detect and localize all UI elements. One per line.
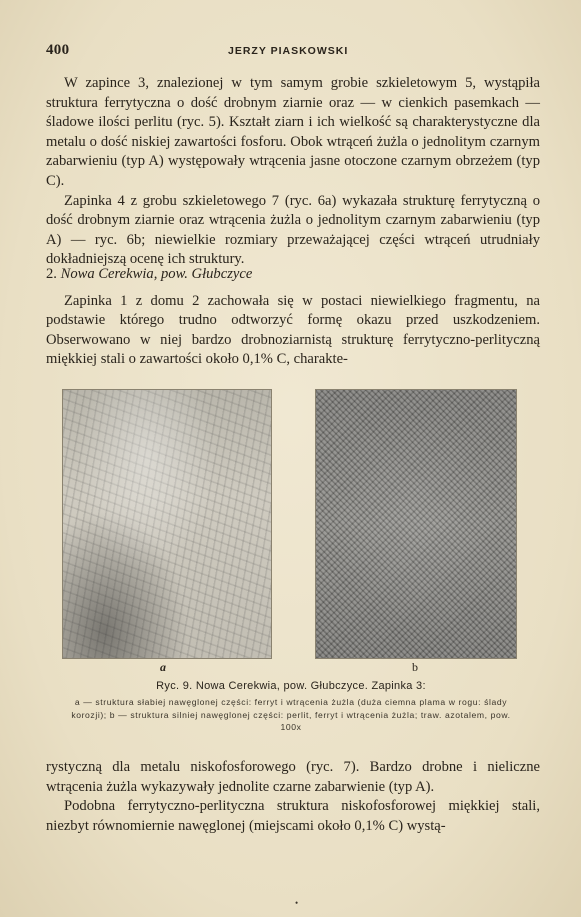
paragraph: Zapinka 1 z domu 2 zachowała się w postaci niewielkiego fragmentu, na podstawie którego trudno odtworzyć formę okazu przed uszkodzeniem. Obserwowano w niej bardzo drobnoziarnistą strukturę ferrytyczno-perlityczną miękkiej stali o zawartości około 0,1% C, charakte- [46,292,540,368]
micrograph-a [62,389,272,659]
micrograph-b [315,389,517,659]
body-text-top [46,74,540,270]
figure-label-a: a [160,660,166,674]
paragraph: W zapince 3, znalezionej w tym samym grobie szkieletowym 5, wystąpiła struktura ferrytyczna o dość drobnym ziarnie oraz — w cienkich pasemkach — śladowe ilości perlitu (ryc. 5). Kształt ziarn i ich wielkość są charakterystyczne dla metalu o dość niskiej zawartości fosforu. Obok wtrąceń żużla o jednolitym czarnym zabarwieniu (typ A) występowały wtrącenia jasne otoczone czarnym obrzeżem (typ C). [46,75,540,189]
paragraph: Podobna ferrytyczno-perlityczna struktura niskofosforowej miękkiej stali, niezbyt równomiernie nawęglonej (miejscami około 0,1% C) wystą- [46,798,540,834]
section-title: Nowa Cerekwia, pow. Głubczyce [60,266,253,282]
footer-mark: • [295,898,299,908]
figure-caption [64,679,518,734]
section-heading [46,265,540,285]
running-head-author: JERZY PIASKOWSKI [228,45,349,57]
caption-title: Ryc. 9. Nowa Cerekwia, pow. Głubczyce. Zapinka 3: [156,680,426,692]
section-number: 2. [46,266,57,282]
section-block [46,265,540,370]
body-text-bottom [46,758,540,836]
caption-text: a — struktura słabiej nawęglonej części: ferryt i wtrącenia żużla (duża ciemna plama w rogu: ślady korozji); b — struktura silniej nawęglonej części: perlit, ferryt i wtrącenia żużla; traw. azotalem, pow. 100x [71,697,511,732]
page-header [46,42,546,62]
paragraph: Zapinka 4 z grobu szkieletowego 7 (ryc. 6a) wykazała strukturę ferrytyczną o dość drobnym ziarnie oraz wtrącenia żużla o jednolitym czarnym zabarwieniu (typ A) — ryc. 6b; niewielkie rozmiary przeważającej części wtrąceń utrudniały dokładniejszą ocenę ich struktury. [46,192,540,268]
paragraph: rystyczną dla metalu niskofosforowego (ryc. 7). Bardzo drobne i nieliczne wtrącenia żużla wykazywały jednolite czarne zabarwienie (typ A). [46,759,540,795]
page-number: 400 [46,42,70,58]
figure-label-b: b [412,660,418,674]
